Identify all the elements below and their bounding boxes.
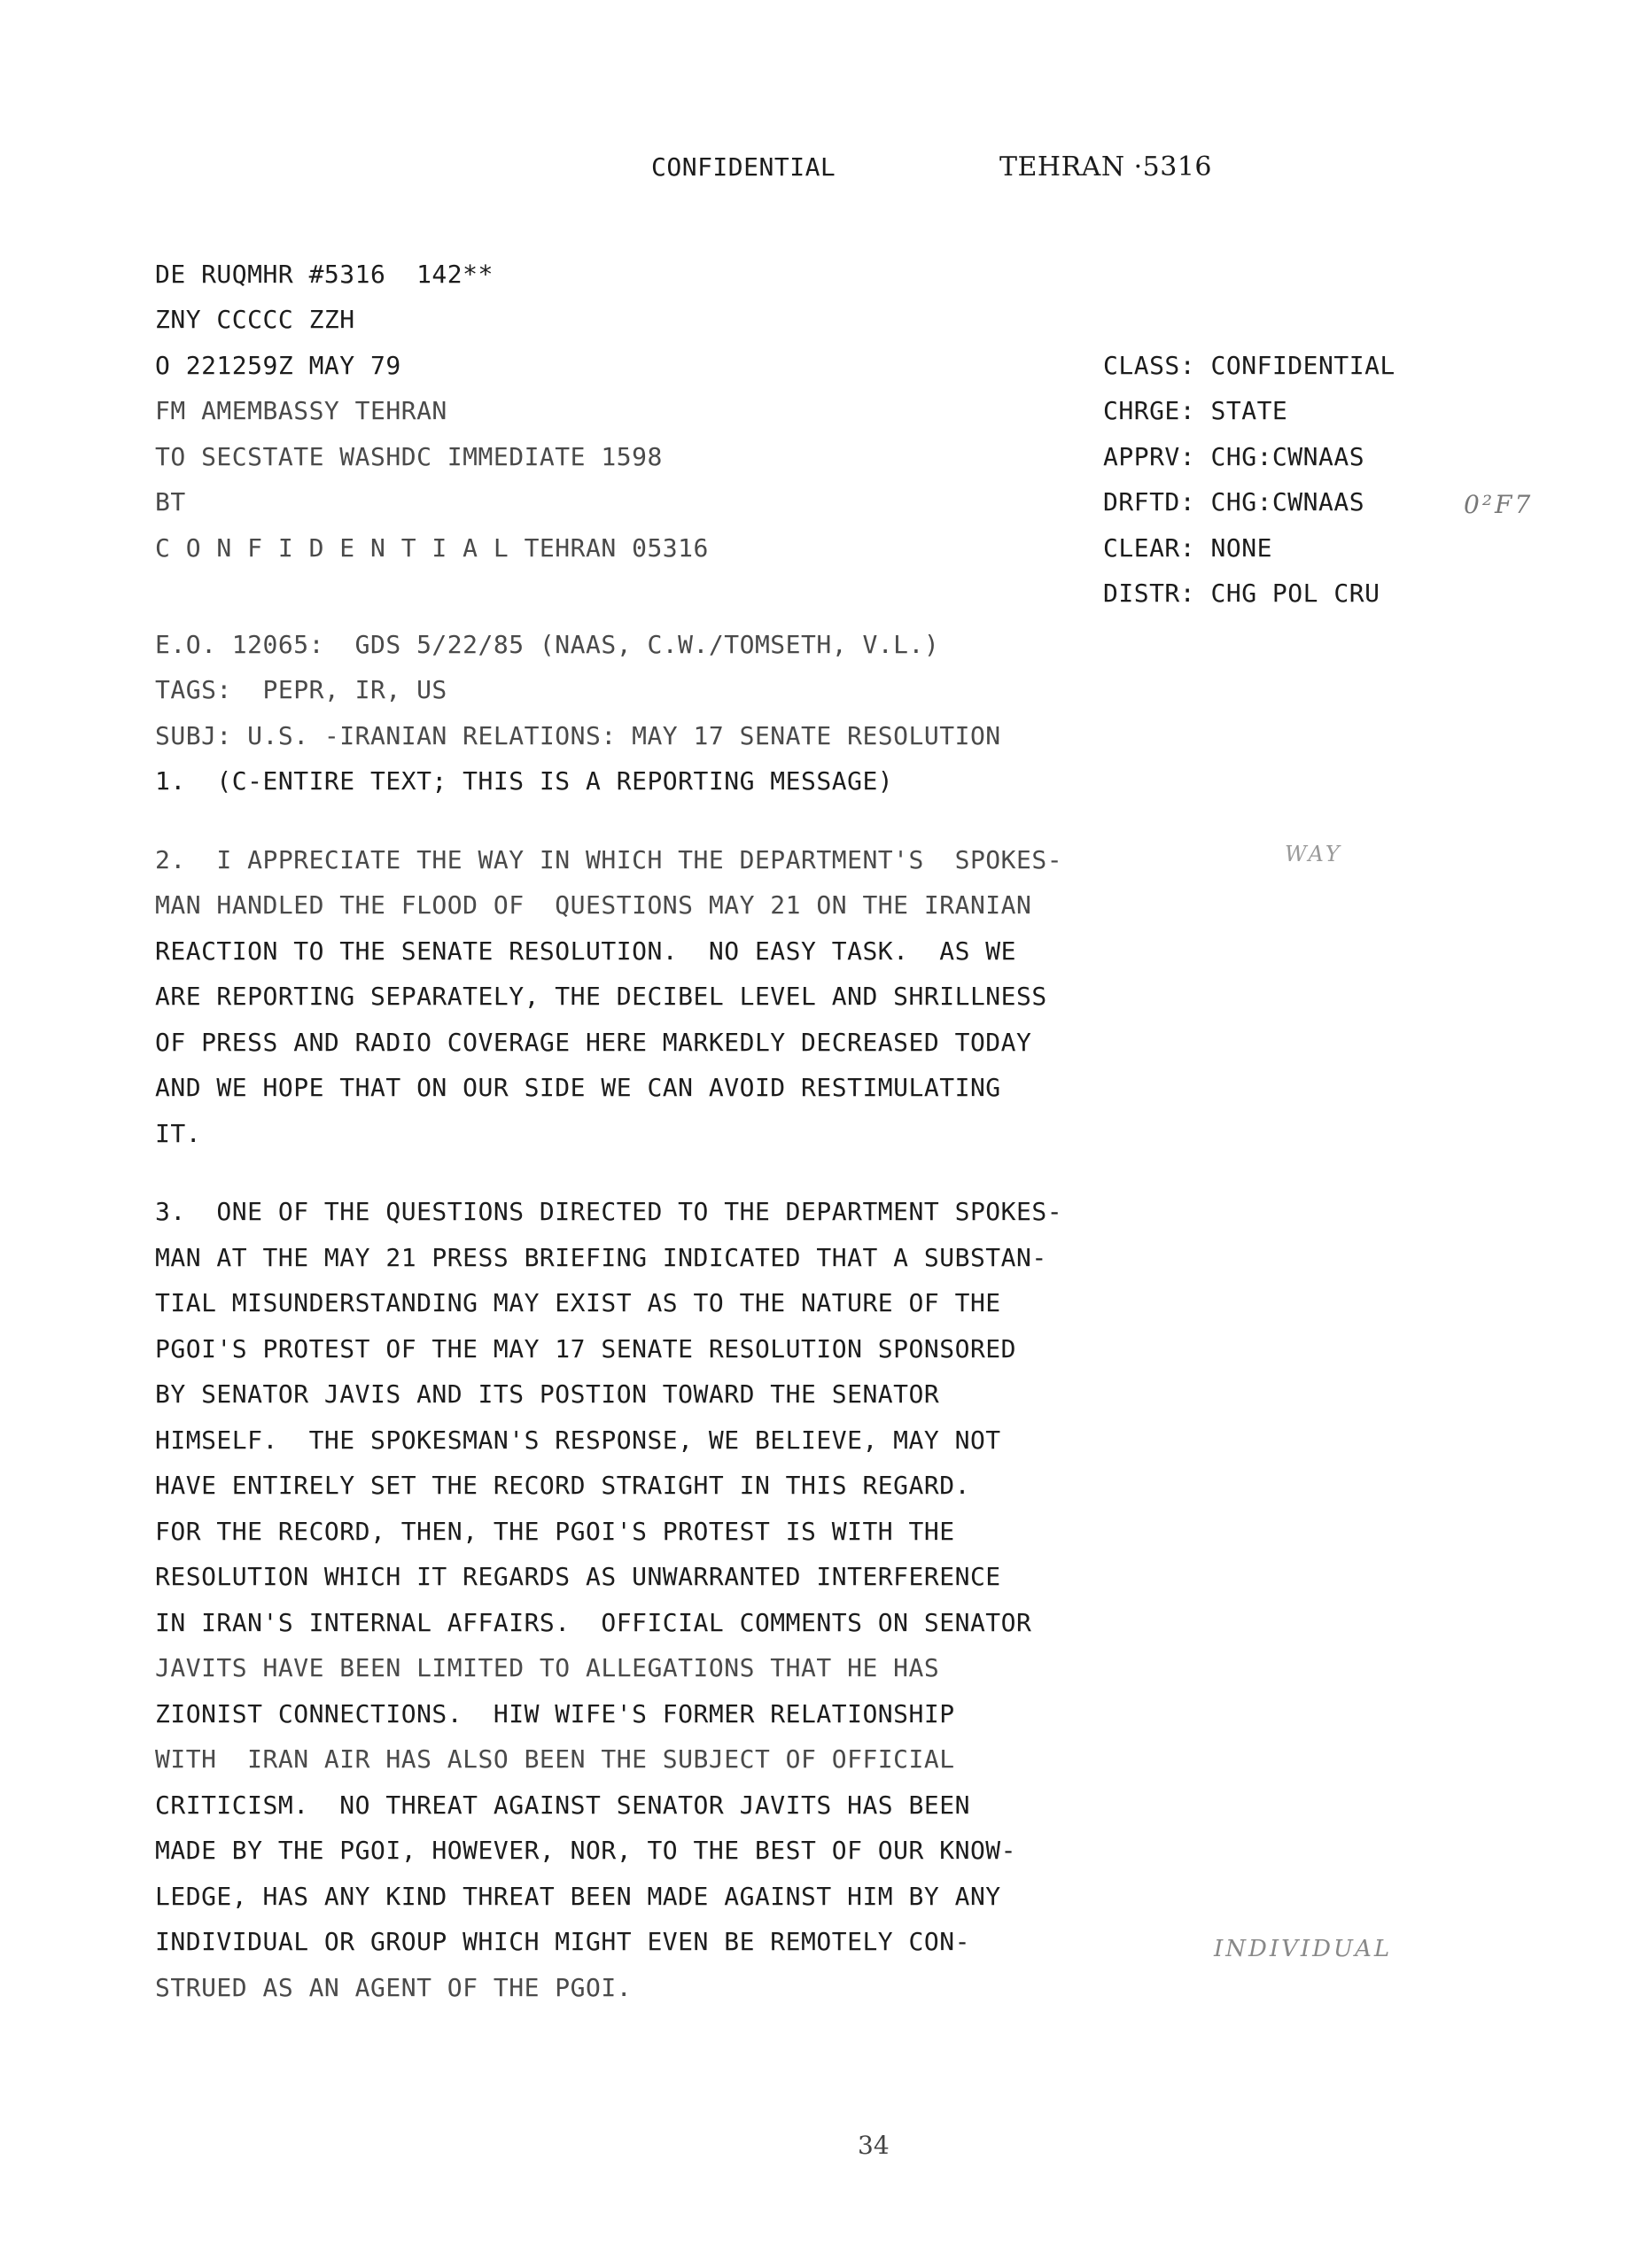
meta-charge: CHRGE: STATE xyxy=(1103,396,1288,425)
cable-reference: TEHRAN ·5316 xyxy=(999,151,1212,183)
paragraph-2-line: REACTION TO THE SENATE RESOLUTION. NO EASY TASK. AS WE xyxy=(155,936,1017,966)
tags-line: TAGS: PEPR, IR, US xyxy=(155,675,447,704)
paragraph-3-line: RESOLUTION WHICH IT REGARDS AS UNWARRANTED INTERFERENCE xyxy=(155,1562,1001,1591)
paragraph-1: 1. (C-ENTIRE TEXT; THIS IS A REPORTING MESSAGE) xyxy=(155,766,894,796)
meta-distribution: DISTR: CHG POL CRU xyxy=(1103,579,1380,608)
page-number: 34 xyxy=(858,2131,890,2160)
margin-note-drafted-code: 0²F7 xyxy=(1464,490,1534,519)
paragraph-2-line: IT. xyxy=(155,1119,202,1148)
eo-line: E.O. 12065: GDS 5/22/85 (NAAS, C.W./TOMSETH, V.L.) xyxy=(155,630,940,659)
meta-clear: CLEAR: NONE xyxy=(1103,533,1272,563)
paragraph-3-line: TIAL MISUNDERSTANDING MAY EXIST AS TO THE NATURE OF THE xyxy=(155,1288,1001,1317)
margin-note-way: WAY xyxy=(1285,842,1342,866)
paragraph-3-line: FOR THE RECORD, THEN, THE PGOI'S PROTEST IS WITH THE xyxy=(155,1517,955,1546)
meta-class: CLASS: CONFIDENTIAL xyxy=(1103,351,1395,380)
paragraph-3-line: INDIVIDUAL OR GROUP WHICH MIGHT EVEN BE REMOTELY CON- xyxy=(155,1927,970,1956)
paragraph-3-line: MADE BY THE PGOI, HOWEVER, NOR, TO THE BEST OF OUR KNOW- xyxy=(155,1836,1017,1865)
paragraph-3-line: JAVITS HAVE BEEN LIMITED TO ALLEGATIONS THAT HE HAS xyxy=(155,1653,940,1682)
paragraph-3-line: CRITICISM. NO THREAT AGAINST SENATOR JAVITS HAS BEEN xyxy=(155,1790,970,1820)
paragraph-2-line: MAN HANDLED THE FLOOD OF QUESTIONS MAY 21 ON THE IRANIAN xyxy=(155,890,1032,920)
paragraph-3-line: MAN AT THE MAY 21 PRESS BRIEFING INDICATED THAT A SUBSTAN- xyxy=(155,1243,1047,1272)
routing-line: ZNY CCCCC ZZH xyxy=(155,305,355,334)
paragraph-3-line: HIMSELF. THE SPOKESMAN'S RESPONSE, WE BELIEVE, MAY NOT xyxy=(155,1425,1001,1455)
paragraph-3-line: IN IRAN'S INTERNAL AFFAIRS. OFFICIAL COMMENTS ON SENATOR xyxy=(155,1608,1032,1637)
subject-line: SUBJ: U.S. -IRANIAN RELATIONS: MAY 17 SENATE RESOLUTION xyxy=(155,721,1001,750)
paragraph-3-line: WITH IRAN AIR HAS ALSO BEEN THE SUBJECT OF OFFICIAL xyxy=(155,1744,955,1774)
paragraph-3-line: LEDGE, HAS ANY KIND THREAT BEEN MADE AGAINST HIM BY ANY xyxy=(155,1882,1001,1911)
paragraph-3-line: STRUED AS AN AGENT OF THE PGOI. xyxy=(155,1973,633,2002)
paragraph-2-line: OF PRESS AND RADIO COVERAGE HERE MARKEDLY DECREASED TODAY xyxy=(155,1028,1032,1057)
margin-note-individual: INDIVIDUAL xyxy=(1214,1936,1393,1962)
classification-header: CONFIDENTIAL xyxy=(651,152,836,182)
paragraph-3-line: HAVE ENTIRELY SET THE RECORD STRAIGHT IN THIS REGARD. xyxy=(155,1471,970,1500)
routing-line: DE RUQMHR #5316 142** xyxy=(155,260,494,289)
routing-line: C O N F I D E N T I A L TEHRAN 05316 xyxy=(155,533,709,563)
routing-line: FM AMEMBASSY TEHRAN xyxy=(155,396,447,425)
paragraph-3-line: PGOI'S PROTEST OF THE MAY 17 SENATE RESOLUTION SPONSORED xyxy=(155,1334,1017,1363)
routing-line: BT xyxy=(155,487,186,517)
paragraph-2-line: ARE REPORTING SEPARATELY, THE DECIBEL LEVEL AND SHRILLNESS xyxy=(155,982,1047,1011)
routing-line: O 221259Z MAY 79 xyxy=(155,351,401,380)
paragraph-3-line: BY SENATOR JAVIS AND ITS POSTION TOWARD THE SENATOR xyxy=(155,1379,940,1409)
paragraph-3-line: 3. ONE OF THE QUESTIONS DIRECTED TO THE DEPARTMENT SPOKES- xyxy=(155,1197,1063,1226)
paragraph-2-line: 2. I APPRECIATE THE WAY IN WHICH THE DEPARTMENT'S SPOKES- xyxy=(155,845,1063,874)
meta-drafted: DRFTD: CHG:CWNAAS xyxy=(1103,487,1365,517)
paragraph-3-line: ZIONIST CONNECTIONS. HIW WIFE'S FORMER RELATIONSHIP xyxy=(155,1699,955,1728)
paragraph-2-line: AND WE HOPE THAT ON OUR SIDE WE CAN AVOID RESTIMULATING xyxy=(155,1073,1001,1102)
routing-line: TO SECSTATE WASHDC IMMEDIATE 1598 xyxy=(155,442,663,471)
meta-approved: APPRV: CHG:CWNAAS xyxy=(1103,442,1365,471)
